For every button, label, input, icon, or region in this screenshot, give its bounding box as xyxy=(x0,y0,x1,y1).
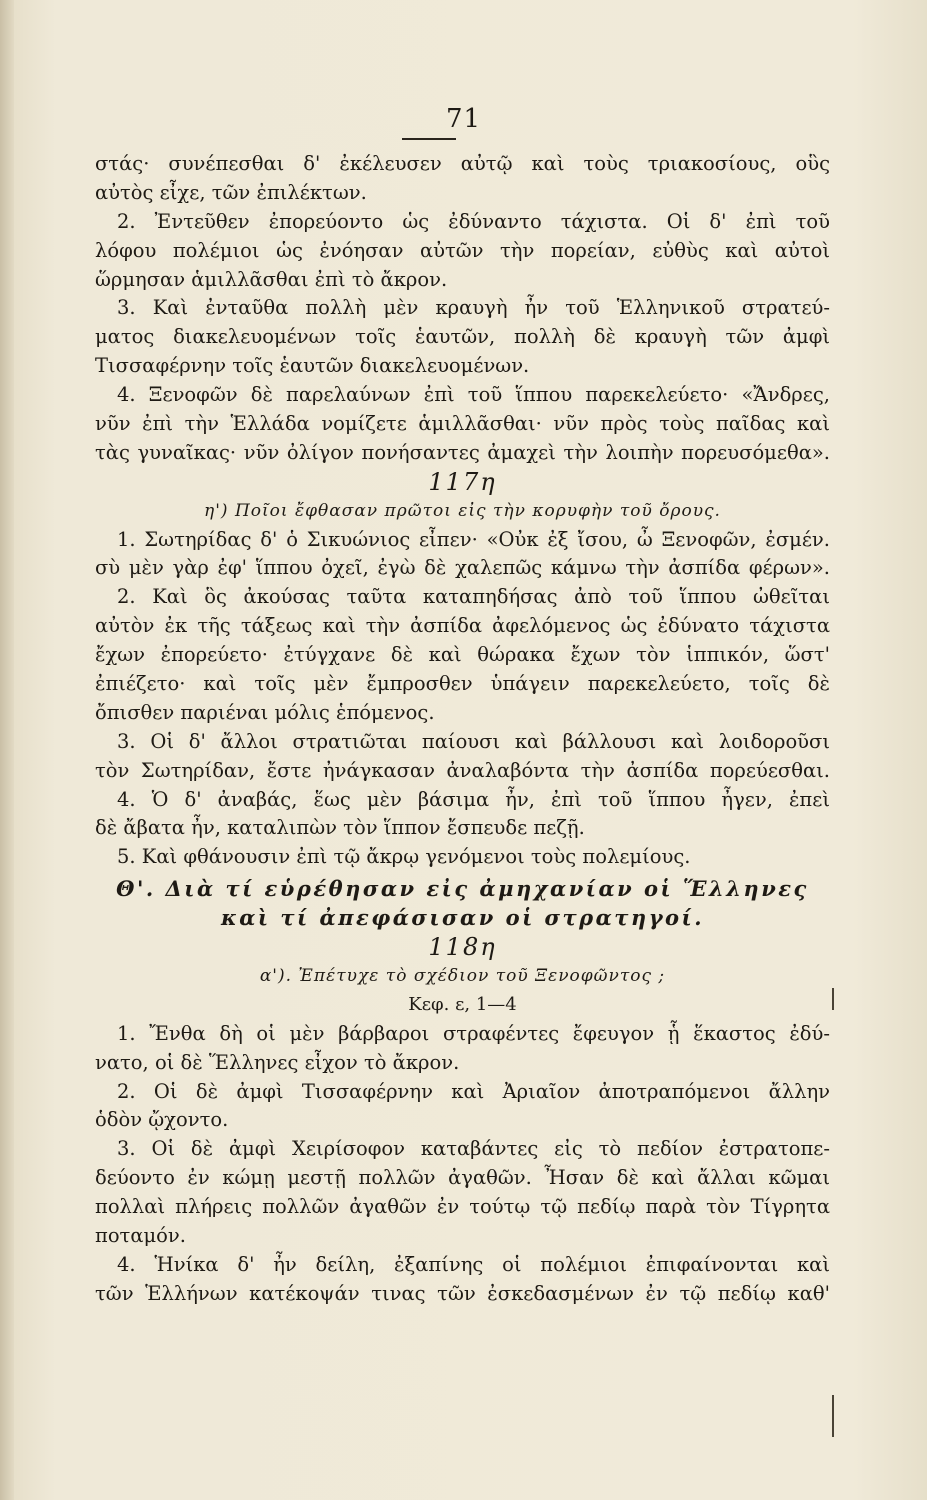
text-line: τῶν Ἑλλήνων κατέκοψάν τινας τῶν ἐσκεδασμένων ἐν τῷ πεδίῳ καθ' xyxy=(95,1281,830,1305)
section-number: 117η xyxy=(428,467,497,496)
text-line: τὸν Σωτηρίδαν, ἔστε ἠνάγκασαν ἀναλαβόντα τὴν ἀσπίδα πορεύεσθαι. xyxy=(95,758,830,782)
text-line: ὥρμησαν ἁμιλλᾶσθαι ἐπὶ τὸ ἄκρον. xyxy=(95,267,448,291)
text-line: νατο, οἱ δὲ Ἕλληνες εἶχον τὸ ἄκρον. xyxy=(95,1050,460,1074)
page-number-underline xyxy=(402,138,456,140)
text-line: ἐπιέζετο· καὶ τοῖς μὲν ἔμπροσθεν ὑπάγειν παρεκελεύετο, τοῖς δὲ xyxy=(95,672,830,696)
paragraph-start: 5. Καὶ φθάνουσιν ἐπὶ τῷ ἄκρῳ γενόμενοι τοὺς πολεμίους. xyxy=(117,845,691,869)
text-line: ὁδὸν ᾤχοντο. xyxy=(95,1108,229,1132)
paragraph-start: 1. Ἔνθα δὴ οἱ μὲν βάρβαροι στραφέντες ἔφευγον ᾗ ἕκαστος ἐδύ- xyxy=(117,1021,830,1045)
paragraph-start: 1. Σωτηρίδας δ' ὁ Σικυώνιος εἶπεν· «Οὐκ ἐξ ἴσου, ὦ Ξενοφῶν, ἐσμέν. xyxy=(117,527,830,551)
text-line: δὲ ἄβατα ἦν, καταλιπὼν τὸν ἵππον ἔσπευδε πεζῇ. xyxy=(95,816,585,840)
text-line: αὐτὸς εἶχε, τῶν ἐπιλέκτων. xyxy=(95,180,367,204)
paragraph-start: 2. Ἐντεῦθεν ἐπορεύοντο ὡς ἐδύναντο τάχιστα. Οἱ δ' ἐπὶ τοῦ xyxy=(117,209,830,233)
text-line: ματος διακελευομένων τοῖς ἑαυτῶν, πολλὴ δὲ κραυγὴ τῶν ἀμφὶ xyxy=(95,325,830,349)
section-number: 118η xyxy=(428,933,497,962)
text-line: ποταμόν. xyxy=(95,1223,186,1247)
section-question: α'). Ἐπέτυχε τὸ σχέδιον τοῦ Ξενοφῶντος ; xyxy=(259,965,666,986)
text-line: πολλαὶ πλήρεις πολλῶν ἀγαθῶν ἐν τούτῳ τῷ πεδίῳ παρὰ τὸν Τίγρητα xyxy=(95,1195,830,1219)
text-line: δεύοντο ἐν κώμῃ μεστῇ πολλῶν ἀγαθῶν. Ἦσαν δὲ καὶ ἄλλαι κῶμαι xyxy=(95,1166,830,1190)
paragraph-start: 3. Οἱ δ' ἄλλοι στρατιῶται παίουσι καὶ βάλλουσι καὶ λοιδοροῦσι xyxy=(117,729,830,753)
text-line: νῦν ἐπὶ τὴν Ἑλλάδα νομίζετε ἁμιλλᾶσθαι· νῦν πρὸς τοὺς παῖδας καὶ xyxy=(95,412,830,436)
text-line: αὐτὸν ἐκ τῆς τάξεως καὶ τὴν ἀσπίδα ἀφελόμενος ὡς ἐδύνατο τάχιστα xyxy=(95,614,830,638)
binding-gutter xyxy=(0,0,14,1500)
text-line: ὄπισθεν παριέναι μόλις ἑπόμενος. xyxy=(95,700,435,724)
chapter-heading-line-2: καὶ τί ἀπεφάσισαν οἱ στρατηγοί. xyxy=(220,905,705,931)
paragraph-start: 4. Ἡνίκα δ' ἦν δείλη, ἐξαπίνης οἱ πολέμιοι ἐπιφαίνονται καὶ xyxy=(117,1252,830,1276)
paragraph-start: 4. Ξενοφῶν δὲ παρελαύνων ἐπὶ τοῦ ἵππου παρεκελεύετο· «Ἄνδρες, xyxy=(117,383,830,407)
paragraph-start: 4. Ὁ δ' ἀναβάς, ἕως μὲν βάσιμα ἦν, ἐπὶ τοῦ ἵππου ἦγεν, ἐπεὶ xyxy=(117,787,830,811)
margin-mark xyxy=(832,1395,834,1437)
text-line: λόφου πολέμιοι ὡς ἐνόησαν αὐτῶν τὴν πορείαν, εὐθὺς καὶ αὐτοὶ xyxy=(95,238,830,262)
section-question: η') Ποῖοι ἔφθασαν πρῶτοι εἰς τὴν κορυφὴν τοῦ ὄρους. xyxy=(204,500,721,521)
paragraph-start: 2. Οἱ δὲ ἀμφὶ Τισσαφέρνην καὶ Ἀριαῖον ἀποτραπόμενοι ἄλλην xyxy=(117,1079,830,1103)
text-line: στάς· συνέπεσθαι δ' ἐκέλευσεν αὐτῷ καὶ τοὺς τριακοσίους, οὓς xyxy=(95,152,830,175)
paragraph-start: 3. Οἱ δὲ ἀμφὶ Χειρίσοφον καταβάντες εἰς τὸ πεδίον ἐστρατοπε- xyxy=(117,1137,830,1161)
margin-mark xyxy=(832,988,834,1010)
chapter-reference: Κεφ. ε, 1—4 xyxy=(408,993,517,1015)
text-line: τὰς γυναῖκας· νῦν ὀλίγον πονήσαντες ἀμαχεὶ τὴν λοιπὴν πορευσόμεθα». xyxy=(95,440,830,464)
page-number: 71 xyxy=(445,104,482,134)
body-text xyxy=(95,150,830,1309)
chapter-heading-line-1: Θ'. Διὰ τί εὑρέθησαν εἰς ἀμηχανίαν οἱ Ἕλληνες xyxy=(116,876,809,902)
text-line: Τισσαφέρνην τοῖς ἑαυτῶν διακελευομένων. xyxy=(95,354,530,378)
text-line: ἔχων ἐπορεύετο· ἐτύγχανε δὲ καὶ θώρακα ἔχων τὸν ἱππικόν, ὥστ' xyxy=(95,643,830,667)
paragraph-start: 2. Καὶ ὃς ἀκούσας ταῦτα καταπηδήσας ἀπὸ τοῦ ἵππου ὠθεῖται xyxy=(117,585,830,609)
paragraph-start: 3. Καὶ ἐνταῦθα πολλὴ μὲν κραυγὴ ἦν τοῦ Ἑλληνικοῦ στρατεύ- xyxy=(117,296,830,320)
text-line: σὺ μὲν γὰρ ἐφ' ἵππου ὀχεῖ, ἐγὼ δὲ χαλεπῶς κάμνω τὴν ἀσπίδα φέρων». xyxy=(95,556,830,580)
